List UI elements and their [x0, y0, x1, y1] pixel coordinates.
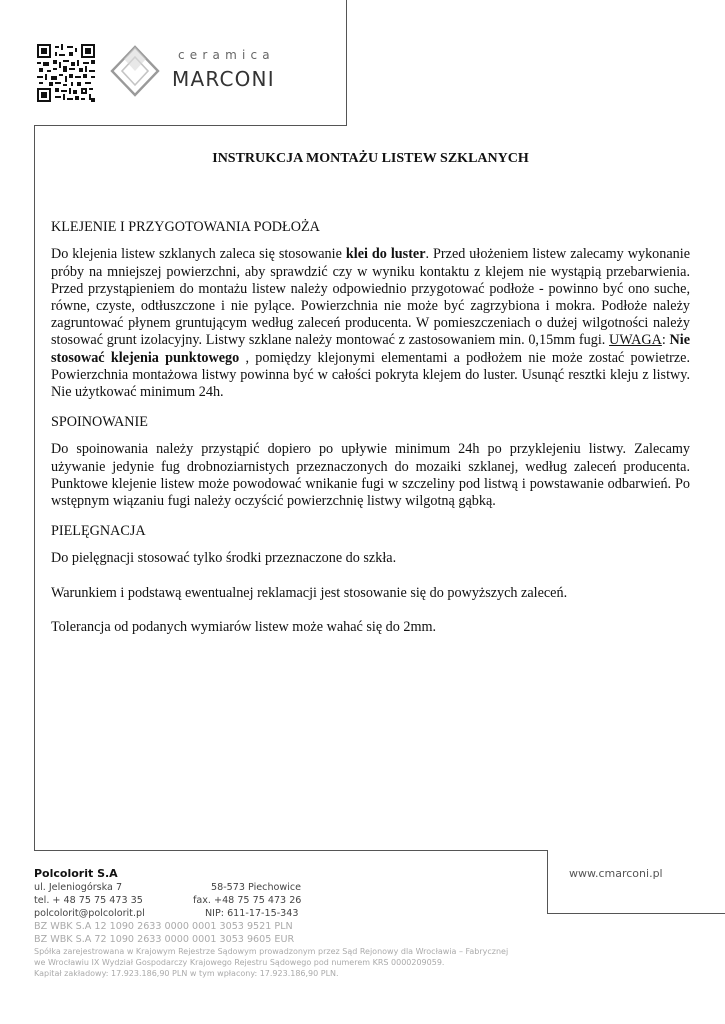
page-title: INSTRUKCJA MONTAŻU LISTEW SZKLANYCH	[212, 151, 529, 166]
frame-line	[547, 913, 725, 914]
frame-line	[34, 125, 347, 126]
fax-number: fax. +48 75 75 473 26	[193, 895, 302, 906]
section-heading: KLEJENIE I PRZYGOTOWANIA PODŁOŻA	[51, 219, 320, 236]
text-run: :	[661, 332, 670, 349]
marconi-logo-icon	[110, 45, 160, 97]
paragraph	[51, 246, 690, 401]
document-body	[51, 150, 690, 649]
text-run: . Przed ułożeniem listew zalecamy wykonanie próby na mniejszej powierzchni, aby sprawdzić czy w wyniku kontaktu z klejem nie wystąpią przebarwienia. Przed przystąpieniem do montażu listew należy odpowiednio przygotować podłoże - powinno być ono suche, równe, czyste, odtłuszczone i nie pylące. Powierzchnia nie może być zagrzybiona i mokra. Podłoże należy zagruntować płynem gruntującym według zaleceń producenta. W pomieszczeniach o dużej wilgotności należy stosować grunt izolacyjny. Listwy szklane należy montować z zastosowaniem min. 0,15mm fugi.	[51, 246, 690, 349]
paragraph: Do spoinowania należy przystąpić dopiero po upływie minimum 24h po przyklejeniu listwy. Zalecamy używanie jedynie fug drobnoziarnistych przeznaczonych do mozaiki szklanej, według zaleceń producenta. Punktowe klejenie listew może powodować wnikanie fugi w szczeliny pod listwą i powstawanie odbarwień. Po wstępnym wiązaniu fugi należy oczyścić powierzchnię listwy wilgotną gąbką.	[51, 441, 690, 510]
paragraph: Tolerancja od podanych wymiarów listew może wahać się do 2mm.	[51, 618, 437, 635]
address-street: ul. Jeleniogórska 7	[34, 882, 123, 893]
brand-title: MARCONI	[172, 67, 275, 91]
phone-number: tel. + 48 75 75 473 35	[34, 895, 143, 906]
paragraph: Warunkiem i podstawą ewentualnej reklamacji jest stosowanie się do powyższych zaleceń.	[51, 584, 568, 601]
company-name: Polcolorit S.A	[34, 867, 118, 880]
section-heading: SPOINOWANIE	[51, 414, 148, 431]
paragraph: Do pielęgnacji stosować tylko środki przeznaczone do szkła.	[51, 550, 397, 567]
section-heading: PIELĘGNACJA	[51, 523, 146, 540]
email-link[interactable]: polcolorit@polcolorit.pl	[34, 908, 145, 919]
website-link[interactable]: www.cmarconi.pl	[569, 867, 663, 880]
bold-text: klei do luster	[345, 246, 426, 263]
nip-number: NIP: 611-17-15-343	[205, 908, 299, 919]
brand-subtitle: ceramica	[178, 48, 275, 62]
warning-label: UWAGA	[609, 332, 662, 349]
text-run: , pomiędzy klejonymi elementami a podłożem nie może zostać powietrze. Powierzchnia montażowa listwy powinna być w całości pokryta klejem do luster. Usunąć resztki kleju z listwy. Nie użytkować minimum 24h.	[51, 349, 690, 401]
bank-account-eur: BZ WBK S.A 72 1090 2633 0000 0001 3053 9605 EUR	[34, 934, 295, 945]
bank-account-pln: BZ WBK S.A 12 1090 2633 0000 0001 3053 9521 PLN	[34, 921, 293, 932]
bold-text: Nie stosować klejenia punktowego	[51, 332, 691, 366]
registration-info: we Wrocławiu IX Wydział Gospodarczy Krajowego Rejestru Sądowego pod numerem KRS 0000209059.	[34, 958, 445, 967]
address-city: 58-573 Piechowice	[211, 882, 302, 893]
registration-info: Spółka zarejestrowana w Krajowym Rejestrze Sądowym prowadzonym przez Sąd Rejonowy dla Wrocławia – Fabrycznej	[34, 947, 509, 956]
capital-info: Kapitał zakładowy: 17.923.186,90 PLN w tym wpłacony: 17.923.186,90 PLN.	[34, 969, 339, 978]
text-run: Do klejenia listew szklanych zaleca się stosowanie	[51, 246, 346, 263]
qr-code-icon	[37, 44, 95, 102]
frame-line	[34, 125, 35, 850]
frame-line	[34, 850, 547, 851]
frame-line	[346, 0, 347, 125]
frame-line	[547, 850, 548, 913]
